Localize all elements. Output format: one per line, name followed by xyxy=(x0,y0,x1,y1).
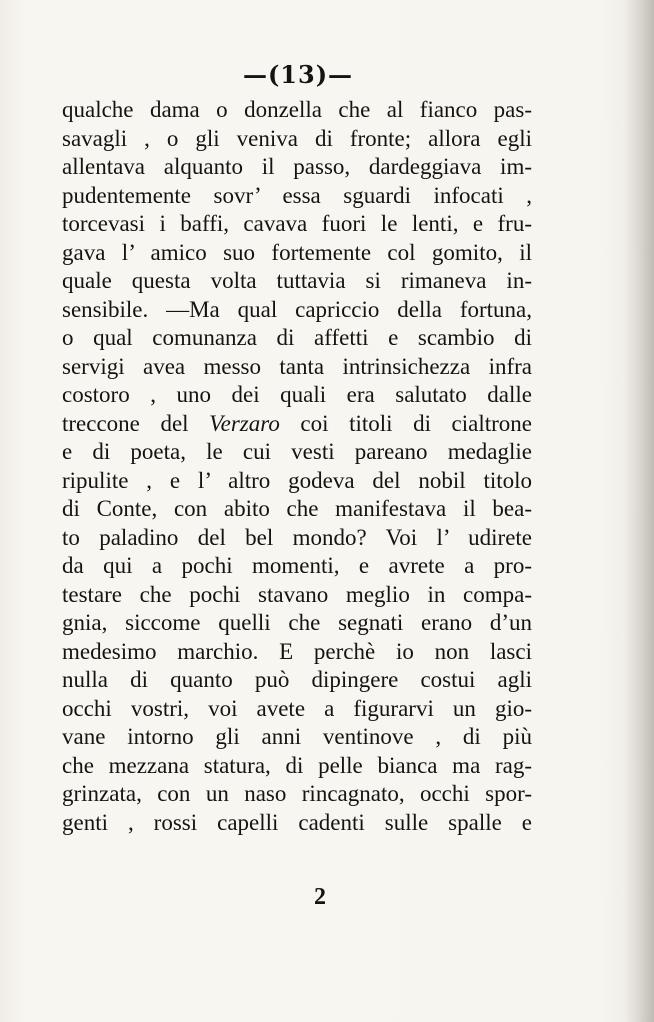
text-line-21: nulla di quanto può dipingere costui agli xyxy=(62,667,532,692)
text-line-24: che mezzana statura, di pelle bianca ma rag- xyxy=(62,752,532,778)
text-line-15: di Conte, con abito che manifestava il bea- xyxy=(62,496,532,521)
text-line-25: grinzata, con un naso rincagnato, occhi spor- xyxy=(62,781,532,806)
text-line-6: gava l’ amico suo fortemente col gomito, il xyxy=(62,239,532,265)
place-name-verzaro: Verzaro xyxy=(209,410,280,436)
text-line-8: sensibile. —Ma qual capriccio della fortuna, xyxy=(62,296,532,322)
signature-mark: 2 xyxy=(314,884,326,910)
text-line-26: genti , rossi capelli cadenti sulle spalle e xyxy=(62,809,532,835)
text-line-19: gnia, siccome quelli che segnati erano d’un xyxy=(62,610,532,635)
text-line-12-after: coi titoli di cialtrone xyxy=(279,410,532,436)
text-line-10: servigi avea messo tanta intrinsichezza infra xyxy=(62,353,532,379)
text-line-18: testare che pochi stavano meglio in compa- xyxy=(62,581,532,607)
page-edge-shadow xyxy=(624,0,654,1022)
text-line-12 xyxy=(62,410,532,439)
text-line-2: savagli , o gli veniva di fronte; allora egli xyxy=(62,125,532,151)
text-line-3: allentava alquanto il passo, dardeggiava im- xyxy=(62,154,532,179)
text-line-1: qualche dama o donzella che al fianco pas- xyxy=(62,97,532,122)
text-line-11: costoro , uno dei quali era salutato dalle xyxy=(62,382,532,407)
text-line-20: medesimo marchio. E perchè io non lasci xyxy=(62,638,532,664)
text-line-7: quale questa volta tuttavia si rimaneva in- xyxy=(62,268,532,293)
text-line-9: o qual comunanza di affetti e scambio di xyxy=(62,325,532,350)
text-line-12-before: treccone del xyxy=(62,410,210,436)
body-text xyxy=(62,96,532,837)
page-number: —(13)— xyxy=(242,60,354,89)
text-line-4: pudentemente sovr’ essa sguardi infocati , xyxy=(62,182,532,208)
text-line-5: torcevasi i baffi, cavava fuori le lenti, e fru- xyxy=(62,211,532,236)
text-line-16: to paladino del bel mondo? Voi l’ udirete xyxy=(62,524,532,550)
text-line-13: e di poeta, le cui vesti pareano medaglie xyxy=(62,439,532,464)
text-line-14: ripulite , e l’ altro godeva del nobil titolo xyxy=(62,467,532,493)
text-line-23: vane intorno gli anni ventinove , di più xyxy=(62,724,532,749)
text-line-17: da qui a pochi momenti, e avrete a pro- xyxy=(62,553,532,578)
text-line-22: occhi vostri, voi avete a figurarvi un gio- xyxy=(62,695,532,721)
